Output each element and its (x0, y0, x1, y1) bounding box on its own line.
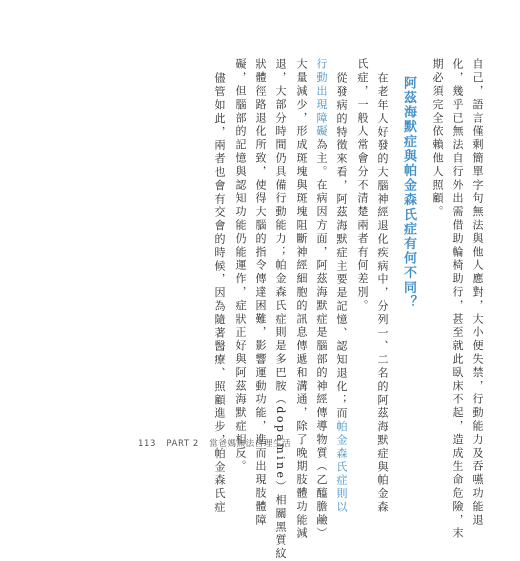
text-column-6: 從發病的特徵來看，阿茲海默症主要是記憶、認知退化；而帕金森氏症則以 (335, 72, 348, 515)
text-column-9: 退，大部分時間仍具備行動能力；帕金森氏症則是多巴胺（dopamine）相關黑質紋 (274, 58, 287, 561)
page-footer (138, 437, 298, 449)
highlighted-phrase: 帕金森氏症則以 (335, 420, 348, 515)
text-column-2: 化，幾乎已無法自行外出需借助輪椅助行，甚至就此臥床不起，造成生命危險，末 (451, 58, 464, 541)
text-column-7: 行動出現障礙為主。在病因方面，阿茲海默症是腦部的神經傳導物質（乙醯膽鹼） (315, 58, 328, 541)
text-column-12: 儘管如此，兩者也會有交會的時候，因為隨著醫療、照顧進步，帕金森氏症 (213, 72, 226, 515)
page-number: 113 (138, 439, 157, 449)
text-column-10: 狀體徑路退化所致，使得大腦的指令傳達困難，影響運動功能，進而出現肢體障 (254, 58, 267, 527)
text-column-4: 在老年人好發的大腦神經退化疾病中，分列一、二名的阿茲海默症與帕金森 (376, 72, 389, 515)
section-heading: 阿茲海默症與帕金森氏症有何不同？ (401, 76, 416, 310)
part-title: 當爸媽無法自理生活 (209, 439, 292, 449)
text-column-1: 自己，語言僅剩簡單字句無法與他人應對，大小便失禁，行動能力及吞嚥功能退 (471, 58, 484, 527)
text-column-11: 礙，但腦部的記憶與認知功能仍能運作，症狀正好與阿茲海默症相反。 (234, 58, 247, 474)
highlighted-phrase: 行動出現障礙 (315, 58, 328, 139)
part-label: PART 2 (166, 439, 199, 449)
text-column-3: 期必須完全依賴他人照顧。 (431, 58, 444, 219)
text-column-8: 大量減少，形成斑塊與斑塊阻斷神經細胞的訊息傳遞和溝通，除了晚期肢體功能減 (295, 58, 308, 541)
text-column-5: 氏症，一般人常會分不清楚兩者有何差別。 (356, 58, 369, 313)
